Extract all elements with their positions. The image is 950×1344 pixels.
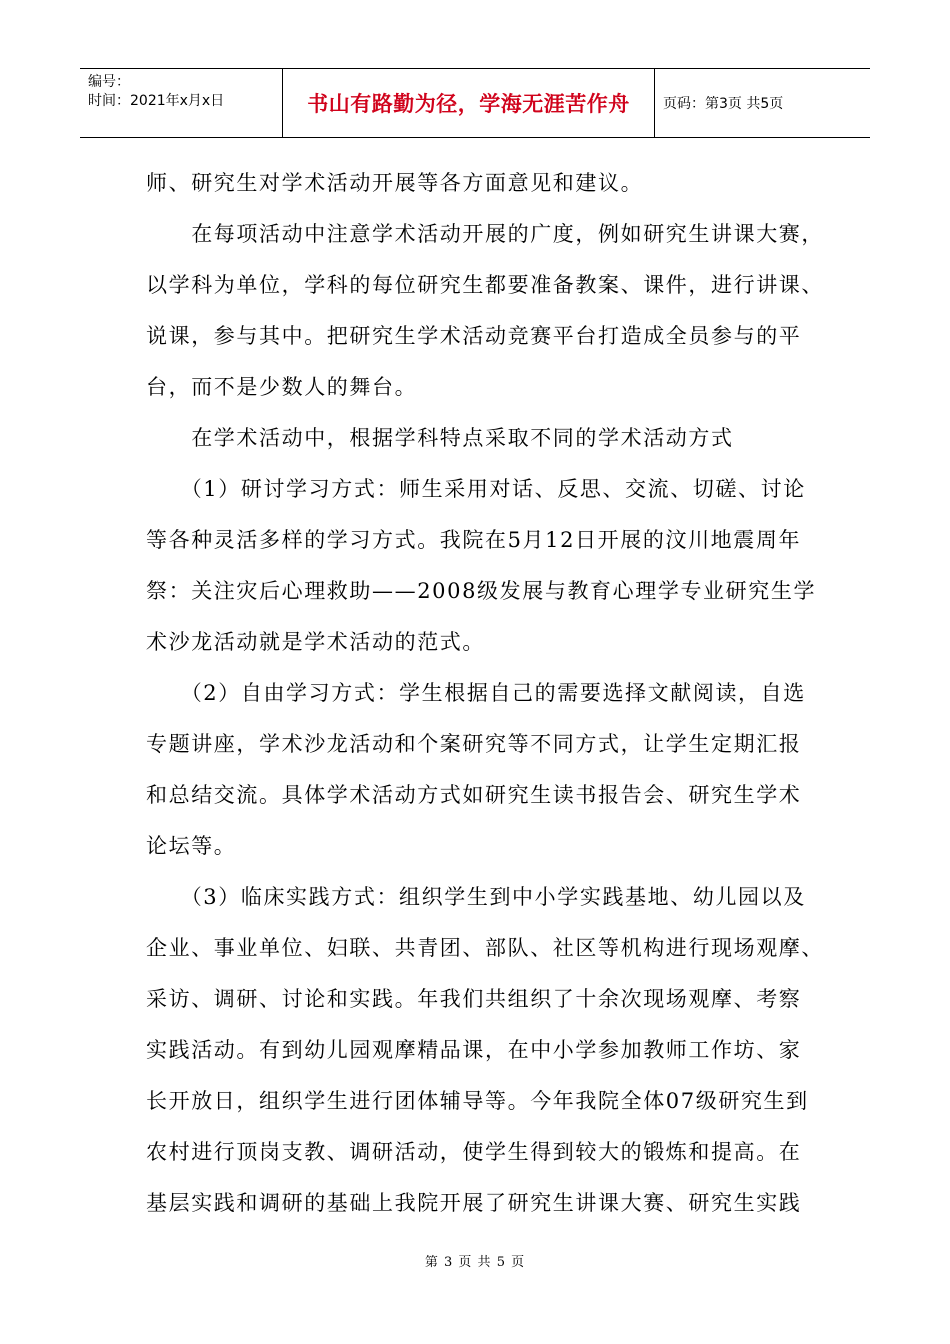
- text-line: 农村进行顶岗支教、调研活动，使学生得到较大的锻炼和提高。在: [146, 1140, 802, 1164]
- text-line: 台，而不是少数人的舞台。: [146, 375, 418, 399]
- text-line: （2）自由学习方式：学生根据自己的需要选择文献阅读，自选: [146, 681, 806, 705]
- text-line: 等各种灵活多样的学习方式。我院在5月12日开展的汶川地震周年: [146, 528, 802, 552]
- text-line: 在学术活动中，根据学科特点采取不同的学术活动方式: [146, 426, 734, 450]
- text-line: 论坛等。: [146, 834, 237, 858]
- document-date-label: 时间：2021年x月x日: [88, 93, 225, 109]
- text-line: 长开放日，组织学生进行团体辅导等。今年我院全体07级研究生到: [146, 1089, 809, 1113]
- text-line: 在每项活动中注意学术活动开展的广度，例如研究生讲课大赛，: [146, 222, 824, 246]
- header-page-info: 页码：第3页 共5页: [663, 96, 784, 112]
- text-line: （1）研讨学习方式：师生采用对话、反思、交流、切磋、讨论: [146, 477, 806, 501]
- text-line: 采访、调研、讨论和实践。年我们共组织了十余次现场观摩、考察: [146, 987, 802, 1011]
- text-line: 基层实践和调研的基础上我院开展了研究生讲课大赛、研究生实践: [146, 1191, 802, 1215]
- text-line: 以学科为单位，学科的每位研究生都要准备教案、课件，进行讲课、: [146, 273, 824, 297]
- document-number-label: 编号：: [88, 74, 130, 90]
- text-line: 师、研究生对学术活动开展等各方面意见和建议。: [146, 171, 644, 195]
- header-meta: [80, 69, 283, 137]
- text-line: 说课，参与其中。把研究生学术活动竞赛平台打造成全员参与的平: [146, 324, 802, 348]
- text-line: 和总结交流。具体学术活动方式如研究生读书报告会、研究生学术: [146, 783, 802, 807]
- text-line: 实践活动。有到幼儿园观摩精品课，在中小学参加教师工作坊、家: [146, 1038, 802, 1062]
- header-motto: 书山有路勤为径，学海无涯苦作舟: [283, 69, 655, 137]
- text-line: 专题讲座，学术沙龙活动和个案研究等不同方式，让学生定期汇报: [146, 732, 802, 756]
- text-line: 祭：关注灾后心理救助——2008级发展与教育心理学专业研究生学: [146, 579, 817, 603]
- page-footer: 第 3 页 共 5 页: [424, 1255, 526, 1270]
- document-body: [146, 158, 824, 1229]
- page-header: [80, 68, 870, 138]
- text-line: （3）临床实践方式：组织学生到中小学实践基地、幼儿园以及: [146, 885, 806, 909]
- text-line: 企业、事业单位、妇联、共青团、部队、社区等机构进行现场观摩、: [146, 936, 824, 960]
- body-text: [146, 158, 824, 1229]
- text-line: 术沙龙活动就是学术活动的范式。: [146, 630, 485, 654]
